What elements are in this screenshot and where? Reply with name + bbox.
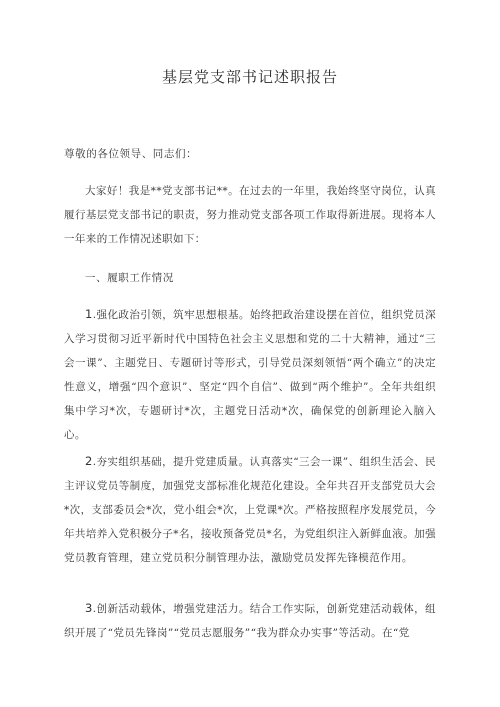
item-number: 3 [85, 601, 93, 615]
item-text: .创新活动载体，增强党建活力。结合工作实际，创新党建活动载体，组织开展了“党员先锋岗”“党员志愿服务”“我为群众办实事”等活动。在“党 [64, 603, 436, 639]
salutation: 尊敬的各位领导、同志们： [64, 148, 198, 160]
section-heading: 一、履职工作情况 [85, 272, 174, 284]
work-item-paragraph [64, 596, 436, 645]
document-title: 基层党支部书记述职报告 [161, 68, 338, 86]
work-item-paragraph [64, 449, 436, 570]
work-item-paragraph [64, 302, 436, 447]
item-text: .夯实组织基础，提升党建质量。认真落实“三会一课”、组织生活会、民主评议党员等制度，加强党支部标准化规范化建设。全年共召开支部党员大会*次，支部委员会*次，党小组会*次，上党课*次。严格按照程序发展党员，今年共培养入党积极分子*名，接收预备党员*名，为党组织注入新鲜血液。加强党员教育管理，建立党员积分制管理办法，激励党员发挥先锋模范作用。 [64, 456, 436, 564]
item-number: 2 [85, 454, 93, 468]
item-text: .强化政治引领，筑牢思想根基。始终把政治建设摆在首位，组织党员深入学习贯彻习近平新时代中国特色社会主义思想和党的二十大精神，通过“三会一课”、主题党日、专题研讨等形式，引导党员深刻领悟“两个确立”的决定性意义，增强“四个意识”、坚定“四个自信”、做到“两个维护”。全年共组织集中学习*次，专题研讨*次，主题党日活动*次，确保党的创新理论入脑入心。 [64, 309, 436, 441]
item-number: 1 [85, 307, 93, 321]
intro-paragraph: 大家好！我是**党支部书记**。在过去的一年里，我始终坚守岗位，认真履行基层党支部书记的职责，努力推动党支部各项工作取得新进展。现将本人一年来的工作情况述职如下： [64, 185, 436, 245]
